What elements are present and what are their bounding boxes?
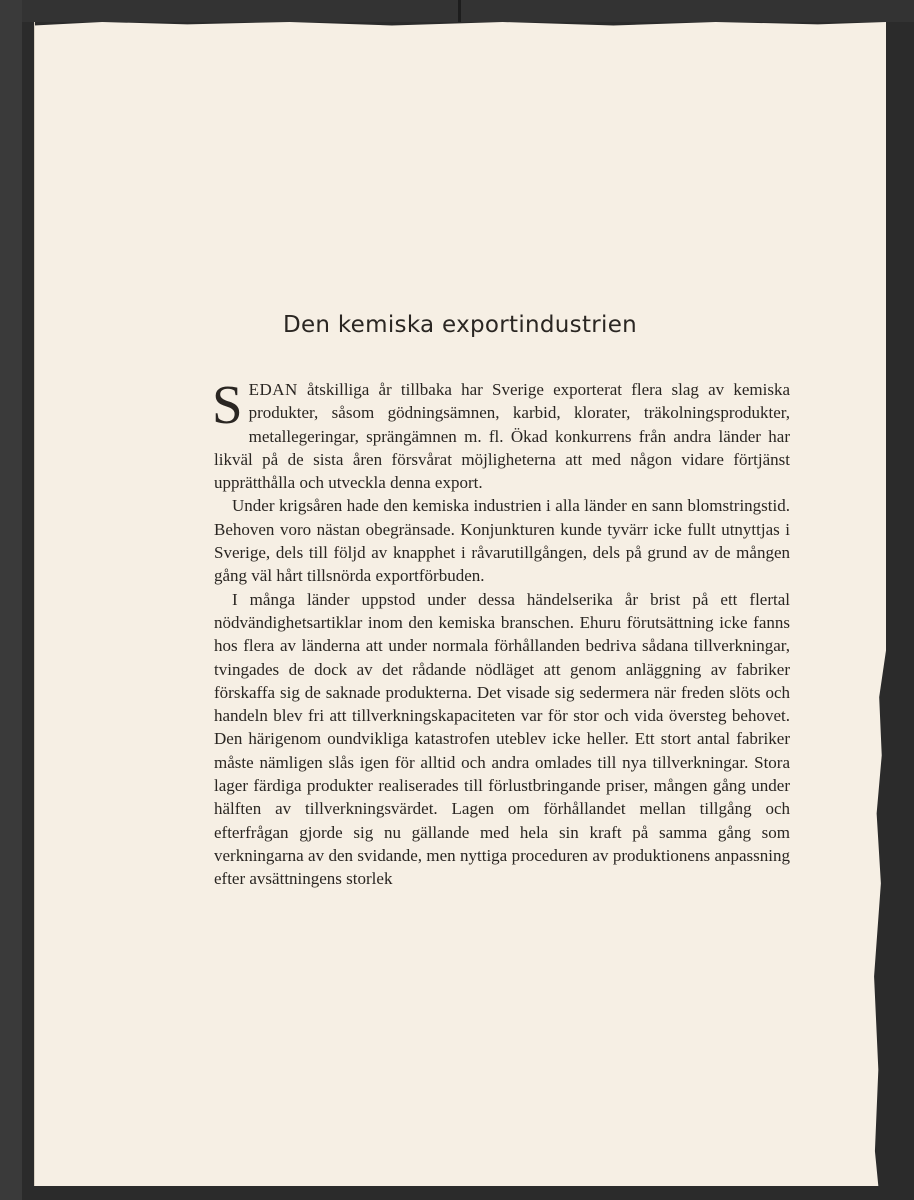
scan-background-top bbox=[0, 0, 914, 22]
scan-divider bbox=[458, 0, 461, 22]
paragraph-2: Under krigsåren hade den kemiska industrien i alla länder en sann blomstringstid. Behoven voro nästan obegränsade. Konjunkturen kunde tyvärr icke fullt utnyttjas i Sverige, dels till följd av knapphet i råvarutillgången, dels på grund av de mången gång väl hårt tillsnörda exportförbuden. bbox=[214, 496, 790, 586]
paragraph-3: I många länder uppstod under dessa händelserika år brist på ett flertal nödvändighetsartiklar inom den kemiska branschen. Ehuru förutsättning icke fanns hos flera av länderna att under normala förhållanden bedriva sådana tillverkningar, tvingades de dock av det rådande nödläget att genom anläggning av fabriker förskaffa sig de saknade produkterna. Det visade sig sedermera när freden slöts och handeln blev fri att tillverkningskapaciteten var för stor och vida översteg behovet. Den härigenom oundvikliga katastrofen uteblev icke heller. Ett stort antal fabriker måste nämligen slås igen för alltid och andra omlades till nya tillverkningar. Stora lager färdiga produkter realiserades till förlustbringande priser, mången gång under hälften av tillverkningsvärdet. Lagen om förhållandet mellan tillgång och efterfrågan gjorde sig nu gällande med hela sin kraft på samma gång som verkningarna av den svidande, men nyttiga proceduren av produktionens anpassning efter avsättningens storlek bbox=[214, 589, 790, 889]
drop-cap: S bbox=[212, 374, 243, 435]
paragraph-1-text: åtskilliga år tillbaka har Sverige exporterat flera slag av kemiska produkter, såsom gödningsämnen, karbid, klorater, träkolningsprodukter, metallegeringar, sprängämnen m. fl. Ökad konkurrens från andra länder har likväl på de sista åren försvårat möjligheterna att med någon vidare förtjänst upprätthålla och utveckla denna export. bbox=[214, 380, 790, 493]
scan-background-left bbox=[0, 0, 22, 1200]
page-title: Den kemiska exportindustrien bbox=[282, 312, 638, 338]
first-word-rest: EDAN bbox=[248, 380, 298, 399]
paragraph-1 bbox=[212, 374, 790, 494]
page-edge bbox=[34, 22, 35, 1186]
article-body bbox=[212, 374, 790, 891]
